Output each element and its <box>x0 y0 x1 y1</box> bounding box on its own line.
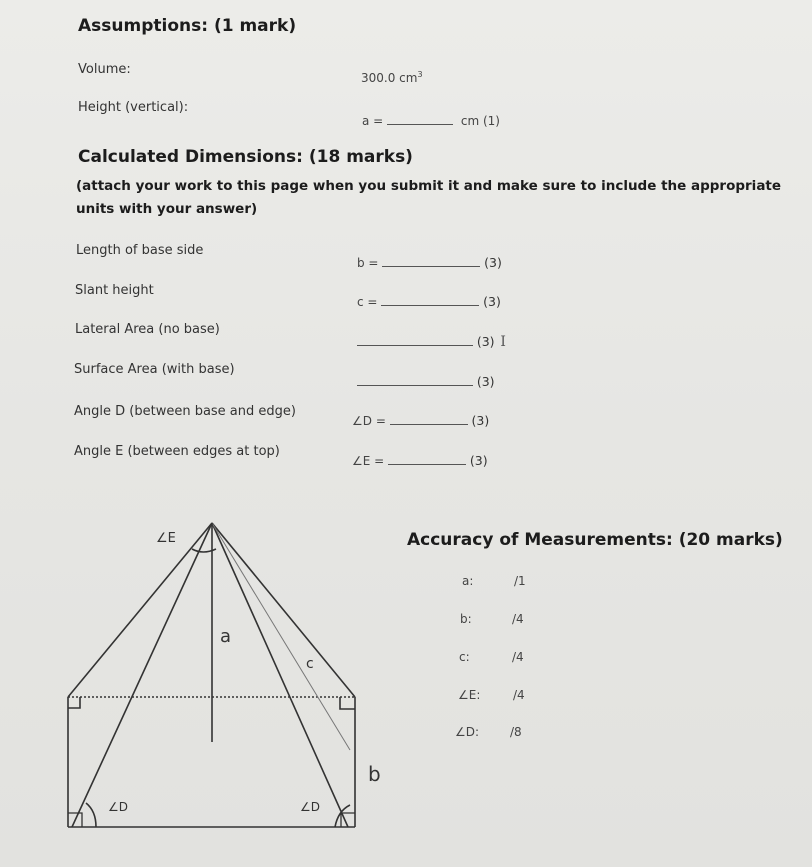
marks-angle-d: (3) <box>471 413 490 428</box>
row-label-angle-d: Angle D (between base and edge) <box>74 404 296 419</box>
assumptions-heading: Assumptions: (1 mark) <box>78 16 297 36</box>
var-c: c = <box>357 295 378 309</box>
right-angle-marker-left <box>68 697 80 708</box>
diagram-left-slant <box>68 523 212 697</box>
accuracy-label-angle-d: ∠D: <box>455 725 480 739</box>
answer-blank-angle-e[interactable] <box>388 452 466 465</box>
text-cursor-icon: I <box>500 334 506 350</box>
marks-lateral: (3) <box>476 334 495 349</box>
row-label-slant-height: Slant height <box>75 283 154 298</box>
height-label: Height (vertical): <box>78 100 189 115</box>
volume-value: 300.0 $cm^3$ <box>361 70 423 85</box>
accuracy-score-a: /1 <box>514 574 526 588</box>
marks-c: (3) <box>483 294 501 309</box>
accuracy-label-angle-e: ∠E: <box>458 688 481 702</box>
pyramid-diagram <box>0 505 400 845</box>
accuracy-label-b: b: <box>460 612 472 626</box>
volume-unit-exponent: 3 <box>417 70 423 79</box>
row-label-lateral-area: Lateral Area (no base) <box>75 322 220 337</box>
angle-arc-d-left <box>86 803 96 827</box>
diagram-right-lateral-edge <box>212 523 348 827</box>
answer-line-slant-height <box>357 293 501 309</box>
marks-surface: (3) <box>476 374 495 389</box>
answer-blank-c[interactable] <box>381 293 479 306</box>
answer-blank-angle-d[interactable] <box>390 412 468 425</box>
diagram-label-c: c <box>306 656 314 672</box>
height-unit: cm (1) <box>460 114 500 128</box>
calculated-heading: Calculated Dimensions: (18 marks) <box>78 147 413 167</box>
accuracy-score-c: /4 <box>512 650 524 664</box>
var-angle-d: ∠D = <box>352 414 386 428</box>
var-angle-e: ∠E = <box>352 454 385 468</box>
accuracy-score-angle-e: /4 <box>513 688 525 702</box>
answer-line-surface-area <box>357 373 495 389</box>
answer-line-angle-e <box>352 452 488 468</box>
accuracy-heading: Accuracy of Measurements: (20 marks) <box>407 530 783 550</box>
answer-blank-surface[interactable] <box>357 373 473 386</box>
accuracy-score-angle-d: /8 <box>510 725 522 739</box>
right-angle-marker-right <box>340 697 355 709</box>
answer-line-lateral-area <box>357 333 506 350</box>
answer-blank-b[interactable] <box>382 254 480 267</box>
instructions-line2: units with your answer) <box>76 201 258 217</box>
volume-label: Volume: <box>78 62 131 77</box>
diagram-label-b: b <box>368 762 381 786</box>
answer-blank-lateral[interactable] <box>357 333 473 346</box>
accuracy-label-a: a: <box>462 574 474 588</box>
height-answer-line <box>362 112 500 128</box>
row-label-surface-area: Surface Area (with base) <box>74 362 235 377</box>
diagram-slant-height-c <box>212 523 350 750</box>
marks-b: (3) <box>484 255 502 270</box>
answer-line-angle-d <box>352 412 489 428</box>
row-label-angle-e: Angle E (between edges at top) <box>74 444 280 459</box>
diagram-left-lateral-edge <box>72 523 212 827</box>
row-label-base-side: Length of base side <box>76 243 204 258</box>
accuracy-score-b: /4 <box>512 612 524 626</box>
instructions-line1: (attach your work to this page when you submit it and make sure to include the appropriate <box>76 178 782 194</box>
diagram-label-a: a <box>220 626 232 647</box>
marks-angle-e: (3) <box>469 453 488 468</box>
var-b: b = <box>357 256 379 270</box>
diagram-label-angle-d-right: ∠D <box>300 800 320 814</box>
diagram-right-slant <box>212 523 355 697</box>
accuracy-label-c: c: <box>459 650 470 664</box>
diagram-label-angle-e: ∠E <box>156 531 176 546</box>
answer-line-base-side <box>357 254 502 270</box>
height-answer-blank[interactable] <box>387 112 453 125</box>
height-var: a = <box>362 114 384 128</box>
diagram-label-angle-d-left: ∠D <box>108 800 128 814</box>
